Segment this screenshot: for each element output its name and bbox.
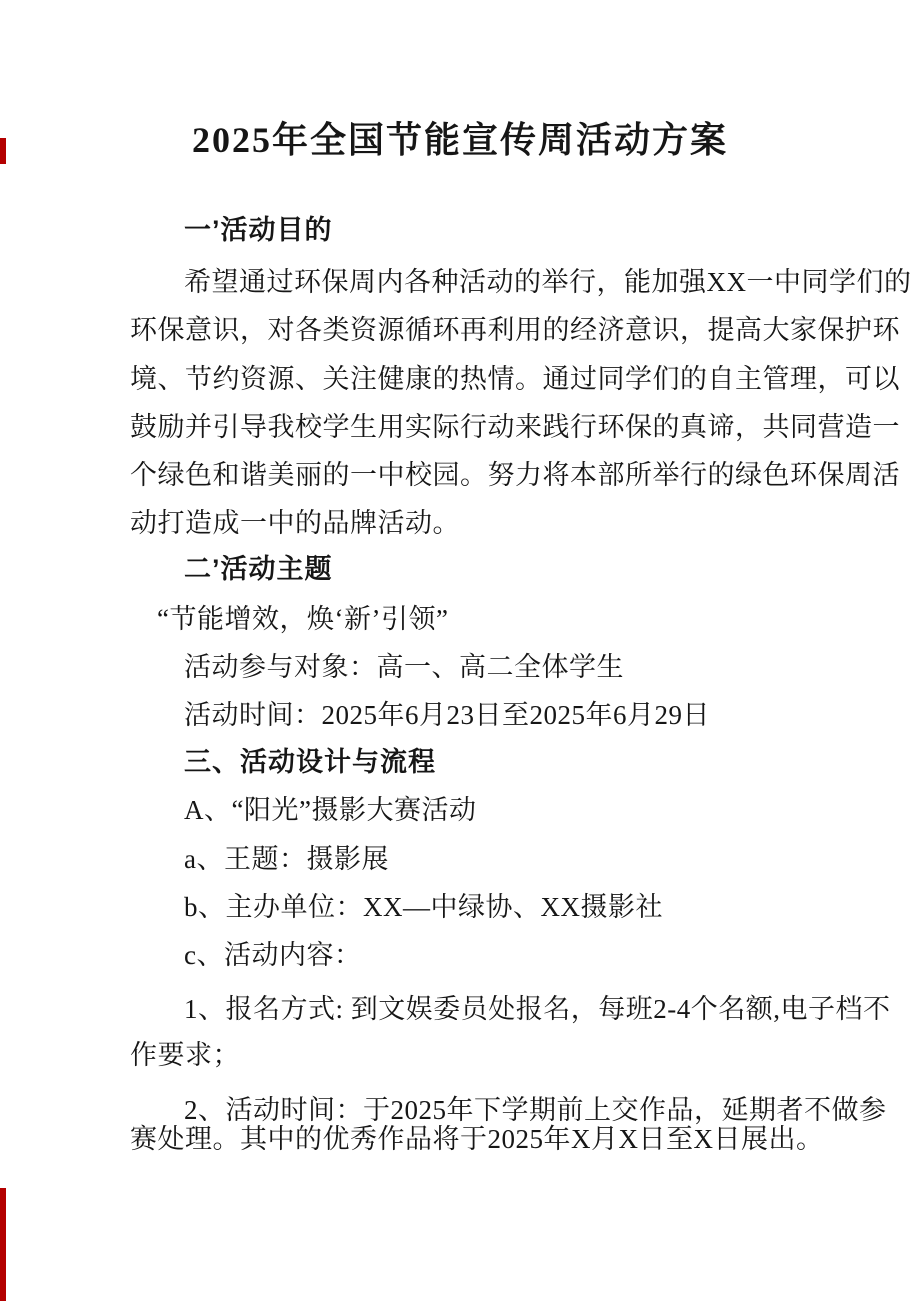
section3-item-a: a、王题：摄影展 bbox=[184, 844, 389, 874]
activity-theme-text: “节能增效，焕‘新’引领” bbox=[157, 604, 449, 634]
section3-item-A: A、“阳光”摄影大赛活动 bbox=[184, 795, 477, 825]
document-title: 2025年全国节能宣传周活动方案 bbox=[191, 120, 728, 160]
section3-item2-line: 2、活动时间：于2025年下学期前上交作品，延期者不做参 bbox=[184, 1095, 887, 1125]
section1-paragraph-line: 动打造成一中的品牌活动。 bbox=[130, 508, 460, 538]
section2-heading: 二’活动主题 bbox=[184, 554, 333, 584]
section3-item-c: c、活动内容： bbox=[184, 940, 362, 970]
section1-paragraph-line: 个绿色和谐美丽的一中校园。努力将本部所举行的绿色环保周活 bbox=[130, 460, 900, 490]
section3-item2-line: 赛处理。其中的优秀作品将于2025年X月X日至X日展出。 bbox=[130, 1124, 824, 1154]
section3-item-b: b、主办单位：XX—中绿协、XX摄影社 bbox=[184, 892, 663, 922]
section1-heading: 一’活动目的 bbox=[184, 215, 333, 245]
activity-time-text: 活动时间：2025年6月23日至2025年6月29日 bbox=[184, 700, 710, 730]
section3-heading: 三、活动设计与流程 bbox=[184, 747, 436, 777]
section1-paragraph-line: 希望通过环保周内各种活动的举行，能加强XX一中同学们的 bbox=[184, 267, 912, 297]
section1-paragraph-line: 鼓励并引导我校学生用实际行动来践行环保的真谛，共同营造一 bbox=[130, 412, 900, 442]
section1-paragraph-line: 境、节约资源、关注健康的热情。通过同学们的自主管理，可以 bbox=[130, 364, 900, 394]
section3-item1-line: 1、报名方式: 到文娱委员处报名，每班2-4个名额,电子档不 bbox=[184, 994, 891, 1024]
section1-paragraph-line: 环保意识，对各类资源循环再利用的经济意识，提高大家保护环 bbox=[130, 315, 900, 345]
activity-participants-text: 活动参与对象：高一、高二全体学生 bbox=[184, 652, 624, 682]
section3-item1-line: 作要求； bbox=[130, 1040, 240, 1070]
red-edge-mark-bottom bbox=[0, 1188, 6, 1301]
